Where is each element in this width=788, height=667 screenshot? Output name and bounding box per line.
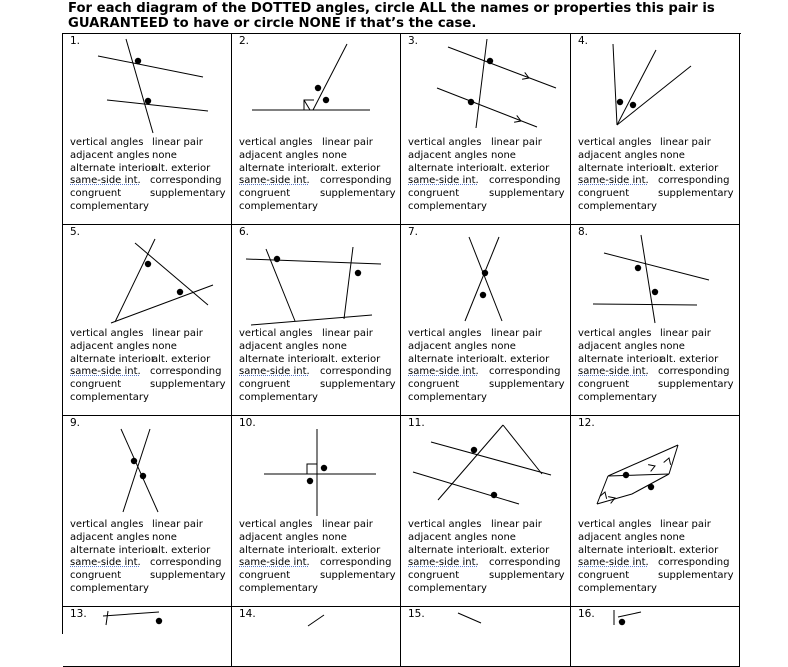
problem-number: 7. xyxy=(408,226,419,238)
choice-4[interactable]: none xyxy=(660,149,685,161)
choice-9[interactable]: congruent xyxy=(239,570,291,582)
choice-10[interactable]: supplementary xyxy=(658,570,734,582)
choice-6[interactable]: alt. exterior xyxy=(322,353,381,365)
problem-cell-14 xyxy=(232,607,401,667)
problem-cell-5 xyxy=(63,225,232,416)
choice-8[interactable]: corresponding xyxy=(320,557,392,569)
problem-number: 10. xyxy=(239,417,256,429)
choice-7[interactable]: same-side int. xyxy=(408,175,479,187)
choice-4[interactable]: none xyxy=(491,149,516,161)
angle-diagram xyxy=(401,225,571,327)
choice-2[interactable]: linear pair xyxy=(491,137,542,148)
problem-cell-12 xyxy=(571,416,740,607)
choice-1[interactable]: vertical angles xyxy=(578,328,652,339)
choice-3[interactable]: adjacent angles xyxy=(239,531,319,543)
choice-7[interactable]: same-side int. xyxy=(239,175,310,187)
choice-7[interactable]: same-side int. xyxy=(70,175,141,187)
problem-number: 15. xyxy=(408,608,425,620)
choice-10[interactable]: supplementary xyxy=(150,570,226,582)
choice-7[interactable]: same-side int. xyxy=(578,557,649,569)
choice-4[interactable]: none xyxy=(152,531,177,543)
choice-3[interactable]: adjacent angles xyxy=(70,340,150,352)
choice-6[interactable]: alt. exterior xyxy=(491,544,550,556)
problem-number: 1. xyxy=(70,35,81,47)
choice-8[interactable]: corresponding xyxy=(658,366,730,378)
choice-3[interactable]: adjacent angles xyxy=(70,531,150,543)
choice-10[interactable]: supplementary xyxy=(320,188,396,200)
choice-5[interactable]: alternate interior xyxy=(578,353,663,365)
choice-4[interactable]: none xyxy=(660,340,685,352)
angle-diagram xyxy=(571,225,740,327)
choice-11[interactable]: complementary xyxy=(408,200,487,212)
diagram-grid xyxy=(62,33,741,634)
choice-1[interactable]: vertical angles xyxy=(70,519,144,530)
choice-10[interactable]: supplementary xyxy=(150,188,226,200)
choice-6[interactable]: alt. exterior xyxy=(152,544,211,556)
choice-9[interactable]: congruent xyxy=(578,188,630,200)
choice-11[interactable]: complementary xyxy=(578,582,657,594)
choice-1[interactable]: vertical angles xyxy=(239,328,313,339)
choice-3[interactable]: adjacent angles xyxy=(578,340,658,352)
choice-1[interactable]: vertical angles xyxy=(578,519,652,530)
choice-10[interactable]: supplementary xyxy=(320,379,396,391)
problem-number: 3. xyxy=(408,35,419,47)
choice-6[interactable]: alt. exterior xyxy=(491,162,550,174)
angle-diagram xyxy=(63,34,232,136)
choice-11[interactable]: complementary xyxy=(70,582,149,594)
problem-cell-13 xyxy=(63,607,232,667)
choice-3[interactable]: adjacent angles xyxy=(408,340,488,352)
choice-8[interactable]: corresponding xyxy=(320,366,392,378)
choice-1[interactable]: vertical angles xyxy=(408,137,482,148)
choice-11[interactable]: complementary xyxy=(239,200,318,212)
problem-cell-3 xyxy=(401,34,571,225)
choice-8[interactable]: corresponding xyxy=(658,557,730,569)
choice-8[interactable]: corresponding xyxy=(489,175,561,187)
choice-7[interactable]: same-side int. xyxy=(70,557,141,569)
problem-number: 11. xyxy=(408,417,425,429)
choice-5[interactable]: alternate interior xyxy=(408,353,493,365)
problem-number: 14. xyxy=(239,608,256,620)
choice-1[interactable]: vertical angles xyxy=(70,137,144,148)
instructions-line-1: For each diagram of the DOTTED angles, circle ALL the names or properties this pair is xyxy=(68,1,715,16)
choice-3[interactable]: adjacent angles xyxy=(578,149,658,161)
choice-6[interactable]: alt. exterior xyxy=(322,544,381,556)
angle-diagram xyxy=(401,607,571,664)
choice-10[interactable]: supplementary xyxy=(320,570,396,582)
choice-5[interactable]: alternate interior xyxy=(408,544,493,556)
instructions-line-2: GUARANTEED to have or circle NONE if that’s the case. xyxy=(68,16,477,31)
choice-5[interactable]: alternate interior xyxy=(239,353,324,365)
problem-cell-7 xyxy=(401,225,571,416)
choice-9[interactable]: congruent xyxy=(408,379,460,391)
choice-9[interactable]: congruent xyxy=(239,188,291,200)
choice-8[interactable]: corresponding xyxy=(489,366,561,378)
problem-number: 12. xyxy=(578,417,595,429)
choice-1[interactable]: vertical angles xyxy=(70,328,144,339)
choice-8[interactable]: corresponding xyxy=(489,557,561,569)
choice-2[interactable]: linear pair xyxy=(152,137,203,148)
angle-diagram xyxy=(401,416,571,518)
choice-4[interactable]: none xyxy=(660,531,685,543)
choice-6[interactable]: alt. exterior xyxy=(660,544,719,556)
angle-diagram xyxy=(232,416,401,518)
choice-9[interactable]: congruent xyxy=(408,188,460,200)
choice-9[interactable]: congruent xyxy=(578,379,630,391)
choice-4[interactable]: none xyxy=(152,149,177,161)
choice-1[interactable]: vertical angles xyxy=(239,519,313,530)
choice-7[interactable]: same-side int. xyxy=(408,366,479,378)
choice-9[interactable]: congruent xyxy=(70,188,122,200)
angle-diagram xyxy=(63,225,232,327)
choice-1[interactable]: vertical angles xyxy=(408,519,482,530)
problem-number: 8. xyxy=(578,226,589,238)
choice-4[interactable]: none xyxy=(491,340,516,352)
choice-10[interactable]: supplementary xyxy=(658,188,734,200)
angle-diagram xyxy=(63,416,232,518)
angle-diagram xyxy=(232,34,401,136)
choice-6[interactable]: alt. exterior xyxy=(491,353,550,365)
choice-3[interactable]: adjacent angles xyxy=(239,149,319,161)
problem-cell-15 xyxy=(401,607,571,667)
choice-8[interactable]: corresponding xyxy=(658,175,730,187)
choice-3[interactable]: adjacent angles xyxy=(70,149,150,161)
choice-11[interactable]: complementary xyxy=(239,582,318,594)
choice-7[interactable]: same-side int. xyxy=(578,175,649,187)
choice-11[interactable]: complementary xyxy=(578,391,657,403)
worksheet-instructions xyxy=(68,1,768,31)
problem-cell-9 xyxy=(63,416,232,607)
choice-2[interactable]: linear pair xyxy=(152,519,203,530)
choice-5[interactable]: alternate interior xyxy=(239,544,324,556)
problem-cell-11 xyxy=(401,416,571,607)
choice-4[interactable]: none xyxy=(322,340,347,352)
choice-10[interactable]: supplementary xyxy=(489,379,565,391)
choice-9[interactable]: congruent xyxy=(70,379,122,391)
angle-diagram xyxy=(571,34,740,136)
choice-3[interactable]: adjacent angles xyxy=(408,531,488,543)
choice-2[interactable]: linear pair xyxy=(660,328,711,339)
choice-8[interactable]: corresponding xyxy=(150,557,222,569)
choice-5[interactable]: alternate interior xyxy=(578,544,663,556)
choice-7[interactable]: same-side int. xyxy=(70,366,141,378)
choice-3[interactable]: adjacent angles xyxy=(578,531,658,543)
choice-9[interactable]: congruent xyxy=(578,570,630,582)
choice-4[interactable]: none xyxy=(152,340,177,352)
problem-number: 16. xyxy=(578,608,595,620)
choice-9[interactable]: congruent xyxy=(70,570,122,582)
choice-2[interactable]: linear pair xyxy=(491,328,542,339)
problem-cell-4 xyxy=(571,34,740,225)
choice-2[interactable]: linear pair xyxy=(322,137,373,148)
choice-1[interactable]: vertical angles xyxy=(578,137,652,148)
problem-cell-10 xyxy=(232,416,401,607)
choice-2[interactable]: linear pair xyxy=(322,328,373,339)
choice-4[interactable]: none xyxy=(491,531,516,543)
choice-7[interactable]: same-side int. xyxy=(408,557,479,569)
choice-5[interactable]: alternate interior xyxy=(239,162,324,174)
problem-number: 4. xyxy=(578,35,589,47)
choice-6[interactable]: alt. exterior xyxy=(322,162,381,174)
problem-number: 6. xyxy=(239,226,250,238)
problem-number: 13. xyxy=(70,608,87,620)
choice-6[interactable]: alt. exterior xyxy=(660,353,719,365)
choice-9[interactable]: congruent xyxy=(239,379,291,391)
choice-5[interactable]: alternate interior xyxy=(70,162,155,174)
choice-4[interactable]: none xyxy=(322,531,347,543)
choice-2[interactable]: linear pair xyxy=(491,519,542,530)
choice-11[interactable]: complementary xyxy=(578,200,657,212)
choice-5[interactable]: alternate interior xyxy=(70,353,155,365)
choice-11[interactable]: complementary xyxy=(70,200,149,212)
choice-8[interactable]: corresponding xyxy=(320,175,392,187)
angle-diagram xyxy=(571,607,740,664)
choice-4[interactable]: none xyxy=(322,149,347,161)
choice-5[interactable]: alternate interior xyxy=(408,162,493,174)
choice-10[interactable]: supplementary xyxy=(489,188,565,200)
angle-diagram xyxy=(401,34,571,136)
choice-10[interactable]: supplementary xyxy=(658,379,734,391)
choice-11[interactable]: complementary xyxy=(239,391,318,403)
choice-8[interactable]: corresponding xyxy=(150,175,222,187)
angle-diagram xyxy=(63,607,232,664)
problem-number: 2. xyxy=(239,35,250,47)
choice-7[interactable]: same-side int. xyxy=(239,557,310,569)
choice-1[interactable]: vertical angles xyxy=(408,328,482,339)
problem-cell-16 xyxy=(571,607,740,667)
choice-3[interactable]: adjacent angles xyxy=(239,340,319,352)
choice-3[interactable]: adjacent angles xyxy=(408,149,488,161)
choice-1[interactable]: vertical angles xyxy=(239,137,313,148)
choice-7[interactable]: same-side int. xyxy=(578,366,649,378)
choice-2[interactable]: linear pair xyxy=(152,328,203,339)
choice-2[interactable]: linear pair xyxy=(660,519,711,530)
angle-diagram xyxy=(232,607,401,664)
angle-diagram xyxy=(571,416,740,518)
choice-2[interactable]: linear pair xyxy=(660,137,711,148)
choice-7[interactable]: same-side int. xyxy=(239,366,310,378)
problem-number: 5. xyxy=(70,226,81,238)
choice-5[interactable]: alternate interior xyxy=(70,544,155,556)
choice-5[interactable]: alternate interior xyxy=(578,162,663,174)
choice-11[interactable]: complementary xyxy=(408,391,487,403)
choice-10[interactable]: supplementary xyxy=(150,379,226,391)
problem-number: 9. xyxy=(70,417,81,429)
problem-cell-6 xyxy=(232,225,401,416)
choice-9[interactable]: congruent xyxy=(408,570,460,582)
choice-11[interactable]: complementary xyxy=(408,582,487,594)
problem-cell-8 xyxy=(571,225,740,416)
choice-10[interactable]: supplementary xyxy=(489,570,565,582)
problem-cell-2 xyxy=(232,34,401,225)
problem-cell-1 xyxy=(63,34,232,225)
choice-8[interactable]: corresponding xyxy=(150,366,222,378)
angle-diagram xyxy=(232,225,401,327)
choice-11[interactable]: complementary xyxy=(70,391,149,403)
choice-6[interactable]: alt. exterior xyxy=(660,162,719,174)
choice-6[interactable]: alt. exterior xyxy=(152,353,211,365)
choice-6[interactable]: alt. exterior xyxy=(152,162,211,174)
choice-2[interactable]: linear pair xyxy=(322,519,373,530)
